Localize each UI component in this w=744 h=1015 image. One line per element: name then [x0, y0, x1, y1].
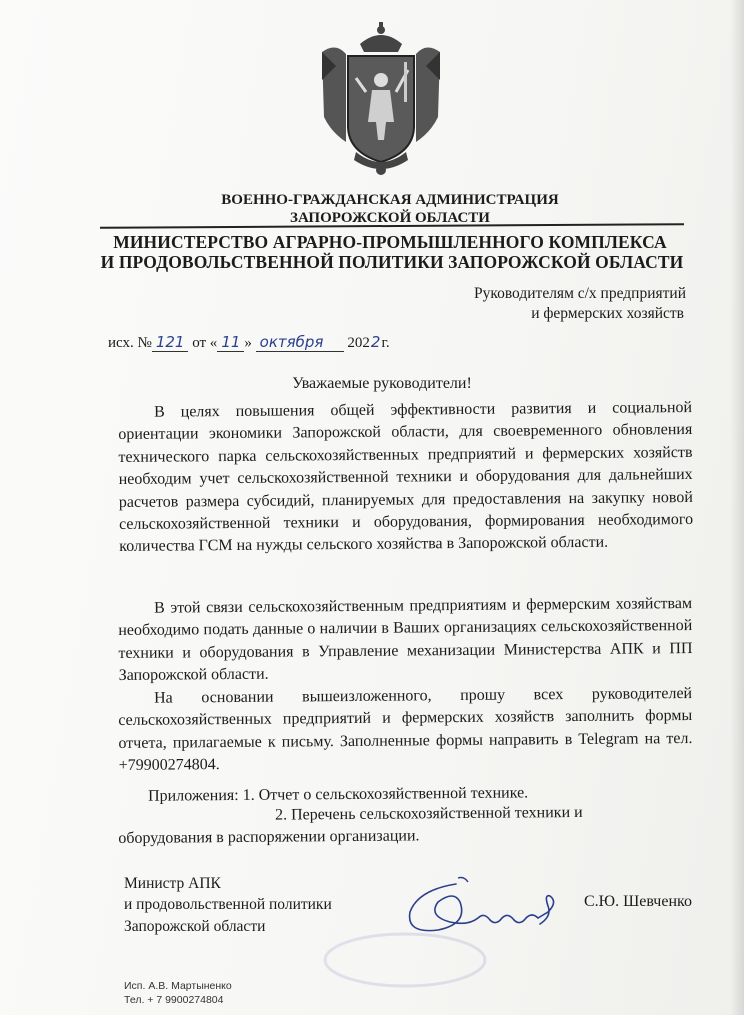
administration-title-line2: ЗАПОРОЖСКОЙ ОБЛАСТИ	[290, 210, 490, 226]
ref-close-quote: »	[244, 335, 252, 351]
executor-phone: Тел. + 7 9900274804	[124, 994, 224, 1006]
coat-of-arms-emblem	[316, 22, 446, 177]
ref-from: от «	[192, 335, 218, 351]
ref-number: 121	[152, 333, 189, 352]
paragraph-text: На основании вышеизложенного, прошу всех руководителей сельскохозяйственных предприятий и фермерских хозяйств заполнить формы отчета, прилагаемые к письму. Заполненные формы направить в Telegram на тел. +79900274804.	[118, 684, 693, 775]
ref-year-suffix: 2	[370, 333, 381, 351]
attachments-line2: 2. Перечень сельскохозяйственной техники и	[275, 803, 583, 824]
greeting: Уважаемые руководители!	[292, 375, 472, 392]
paragraph-text: В этой связи сельскохозяйственным предприятиям и фермерским хозяйствам необходимо подать данные о наличии в Ваших организациях сельскохозяйственной техники и оборудования в Управление механизации Министерства АПК и ПП Запорожской области.	[118, 594, 693, 685]
ref-prefix: исх. №	[108, 335, 152, 351]
paragraph-text: В целях повышения общей эффективности развития и социальной ориентации экономики Запорожской области, для своевременного обновления технического парка сельскохозяйственных предприятий и фермерских хозяйств необходим учет сельскохозяйственной техники и оборудования для дальнейших расчетов размера субсидий, планируемых для предоставления на закупку новой сельскохозяйственной техники и оборудования, формирования необходимого количества ГСМ на нужды сельского хозяйства в Запорожской области.	[118, 398, 694, 556]
executor-name: Исп. А.В. Мартыненко	[124, 980, 232, 992]
administration-title-line1: ВОЕННО-ГРАЖДАНСКАЯ АДМИНИСТРАЦИЯ	[221, 192, 559, 208]
signer-title-line2: и продовольственной политики	[124, 896, 332, 913]
body-paragraph-2	[118, 593, 693, 688]
ref-month: октября	[256, 333, 344, 352]
ref-year-prefix: 202	[347, 335, 370, 351]
signer-title-line1: Министр АПК	[124, 875, 221, 892]
addressee-line1: Руководителям с/х предприятий	[473, 285, 686, 302]
outgoing-reference	[108, 333, 390, 352]
body-paragraph-3	[118, 683, 693, 778]
paper-edge-shadow	[730, 0, 744, 1015]
attachments-block	[118, 801, 692, 850]
ref-day: 11	[217, 333, 244, 352]
attachments-line3: оборудования в распоряжении организации.	[118, 827, 420, 847]
body-paragraph-1	[118, 397, 693, 559]
attachments-line1: Приложения: 1. Отчет о сельскохозяйственной технике.	[148, 784, 529, 805]
signer-title-line3: Запорожской области	[124, 918, 266, 935]
ministry-title-line2: И ПРОДОВОЛЬСТВЕННОЙ ПОЛИТИКИ ЗАПОРОЖСКОЙ ОБЛАСТИ	[100, 252, 684, 272]
signer-name: С.Ю. Шевченко	[584, 893, 692, 910]
ref-year-end: г.	[381, 335, 390, 351]
ministry-title-line1: МИНИСТЕРСТВО АГРАРНО-ПРОМЫШЛЕННОГО КОМПЛЕКСА	[113, 232, 667, 252]
addressee-line2: и фермерских хозяйств	[531, 305, 684, 322]
handwritten-signature	[398, 872, 578, 952]
